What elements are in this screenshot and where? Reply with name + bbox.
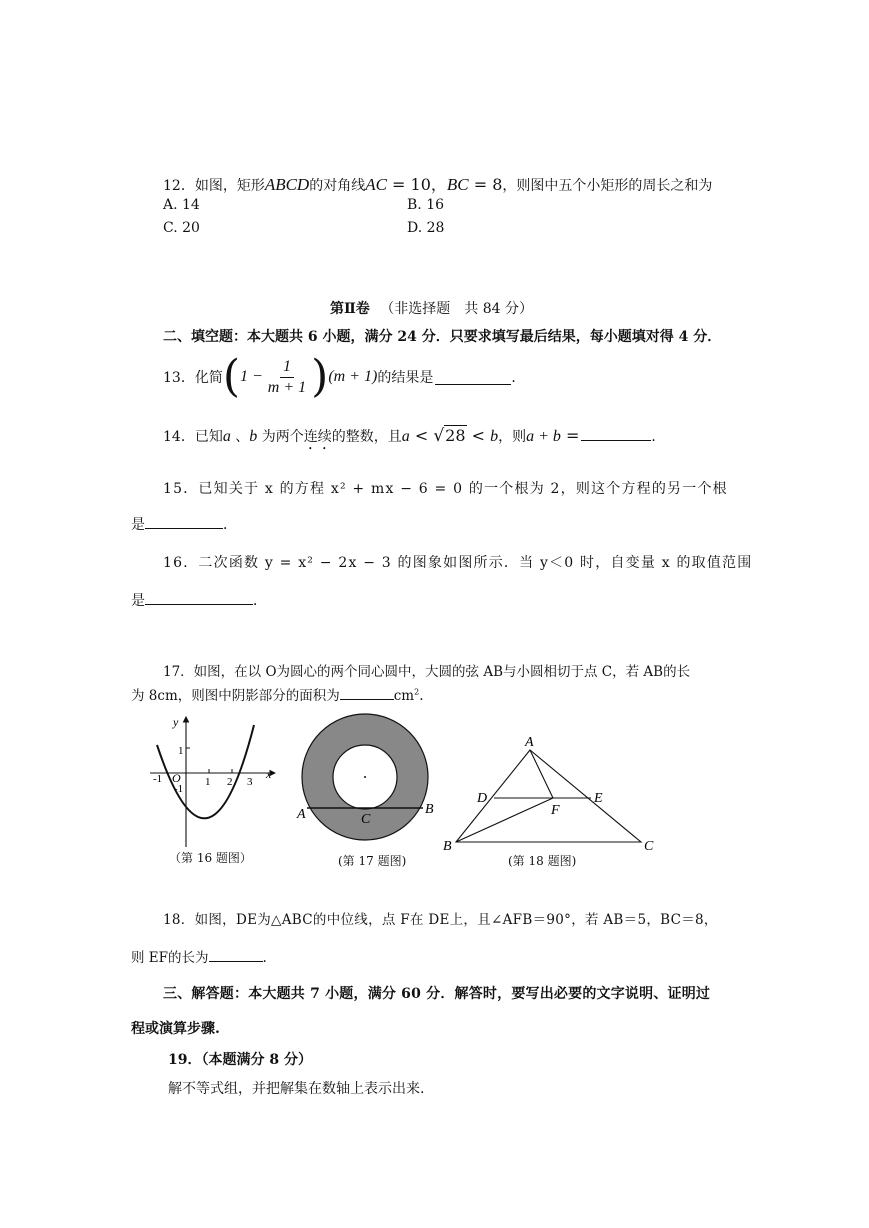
q15-answer-blank[interactable]	[145, 514, 223, 529]
q15-line2: 是 ．	[131, 514, 237, 534]
tick-x-1: 1	[205, 776, 211, 788]
label-c: C	[644, 839, 654, 853]
q12-option-a: A. 14	[163, 197, 200, 213]
segment-af	[530, 750, 553, 798]
q16-line2: 是 ．	[131, 590, 267, 610]
q16-line1: 16．二次函数 y = x² − 2x − 3 的图象如图所示．当 y＜0 时，自变量 x 的取值范围	[163, 555, 753, 571]
figure-18-caption: (第 18 题图)	[508, 854, 577, 868]
q14-answer-blank[interactable]	[581, 426, 651, 441]
tick-y-neg1: -1	[174, 783, 184, 795]
q13-answer-blank[interactable]	[435, 370, 511, 385]
q15-line1: 15．已知关于 x 的方程 x² + mx − 6 = 0 的一个根为 2，则这个方程的另一个根	[163, 481, 728, 497]
tick-x-2: 2	[227, 776, 233, 788]
sqrt-sign: √	[433, 426, 445, 446]
section3-heading-line1: 三、解答题：本大题共 7 小题，满分 60 分．解答时，要写出必要的文字说明、证明过	[163, 986, 711, 1002]
q12-option-d: D. 28	[407, 220, 445, 236]
origin-label: O	[172, 771, 181, 785]
q13: 13．化简 ( 1 − $\frac{1}{m + 1}$ ) (m + 1) 的结果是 ．	[163, 351, 526, 402]
right-paren: )	[311, 351, 329, 402]
figure-16-caption: （第 16 题图）	[169, 851, 252, 865]
figure-16-parabola-graph	[145, 712, 285, 852]
segment-bf	[456, 798, 553, 842]
q12-option-b: B. 16	[407, 197, 445, 213]
q18-answer-blank[interactable]	[209, 949, 263, 962]
figure-17-caption: (第 17 题图)	[338, 854, 407, 868]
section3-heading-line2: 程或演算步骤.	[131, 1021, 220, 1037]
q17-answer-blank[interactable]	[340, 687, 394, 700]
label-f: F	[551, 803, 560, 818]
y-axis-label: y	[173, 715, 179, 729]
label-a: A	[297, 807, 306, 822]
q12-option-c: C. 20	[163, 220, 200, 236]
section2-heading: 二、填空题：本大题共 6 小题，满分 24 分．只要求填写最后结果，每小题填对得 4 分．	[163, 329, 722, 345]
part2-title: 第Ⅱ卷 （非选择题 共 84 分）	[330, 301, 533, 317]
q19-text: 解不等式组，并把解集在数轴上表示出来.	[168, 1081, 425, 1097]
label-e: E	[594, 791, 603, 806]
left-paren: (	[222, 351, 240, 402]
fraction: $\frac{1}{m + 1}$	[267, 357, 307, 396]
q16-answer-blank[interactable]	[145, 590, 253, 605]
q18-line2: 则 EF的长为 .	[131, 950, 267, 966]
label-a: A	[525, 735, 534, 750]
x-axis-label: x	[266, 767, 272, 781]
q12-stem: 12．如图，矩形ABCD的对角线AC = 10，BC = 8，则图中五个小矩形的周长之和为	[163, 175, 713, 194]
tick-y-1: 1	[178, 745, 184, 757]
label-c: C	[361, 812, 371, 827]
tick-x-3: 3	[247, 776, 253, 788]
q17-line1: 17．如图，在以 O为圆心的两个同心圆中，大圆的弦 AB与小圆相切于点 C，若 AB的长	[163, 664, 691, 680]
label-d: D	[477, 791, 488, 806]
center-point	[364, 776, 366, 778]
q18-line1: 18．如图，DE为△ABC的中位线，点 F在 DE上，且∠AFB＝90°，若 AB＝5，BC＝8，	[163, 912, 718, 928]
figure-17-concentric-circles	[295, 712, 445, 852]
label-b: B	[425, 802, 434, 817]
figure-18-triangle	[438, 728, 668, 853]
label-b: B	[443, 839, 452, 853]
q17-line2: 为 8cm，则图中阴影部分的面积为 $cm^2$.	[131, 687, 424, 704]
q19-heading: 19．（本题满分 8 分）	[168, 1052, 312, 1068]
q14: 14．已知a 、b 为两个连续的整数，且a < √28 < b，则a + b = ．	[163, 426, 666, 446]
tick-x-neg1: -1	[153, 773, 163, 785]
